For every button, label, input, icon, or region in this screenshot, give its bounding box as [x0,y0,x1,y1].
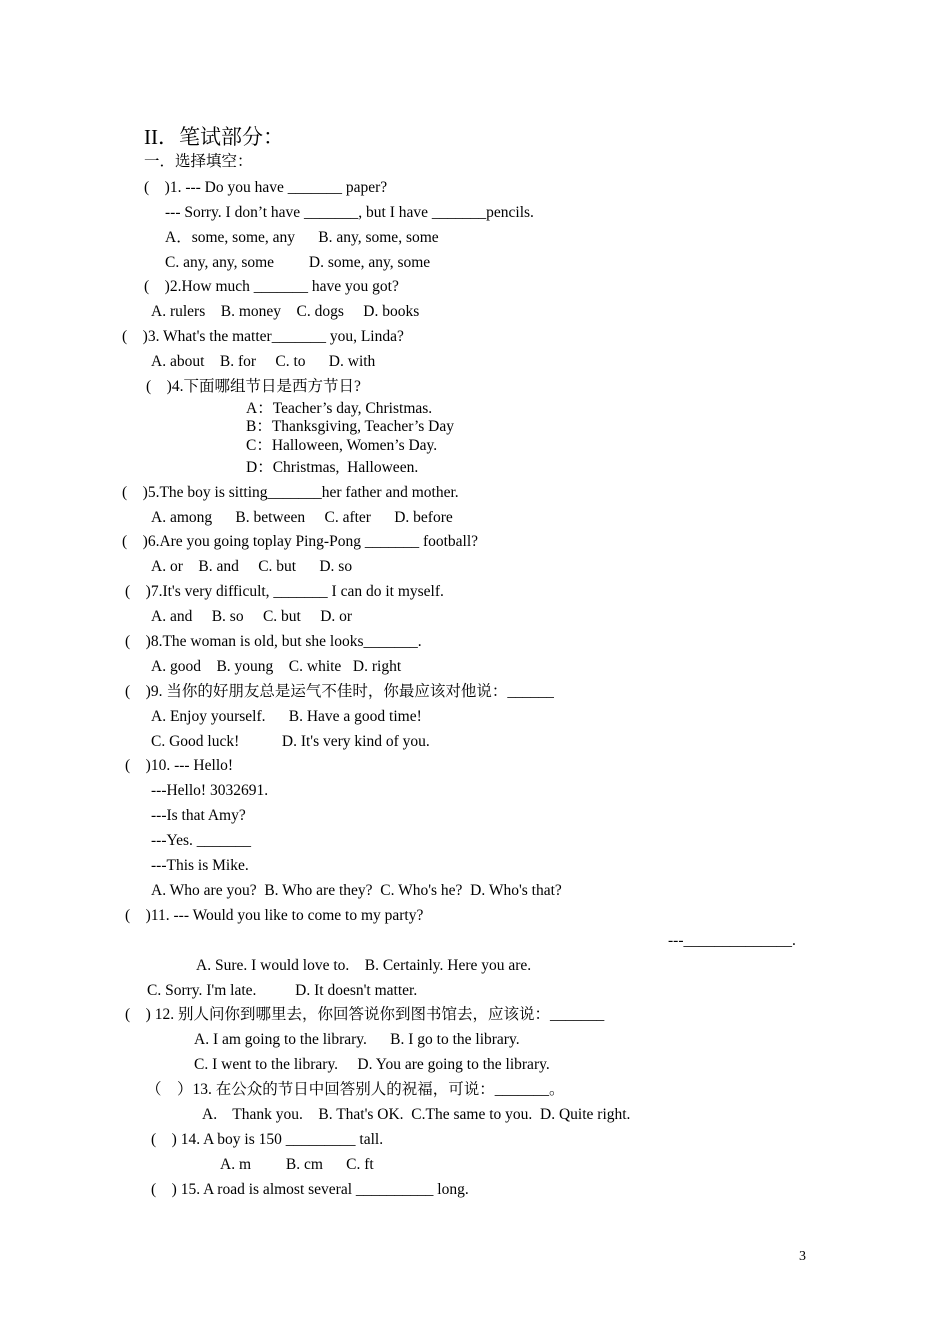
subsection-title: 一．选择填空： [144,153,253,170]
question-5-options: A. among B. between C. after D. before [151,509,453,526]
question-5: ( )5.The boy is sitting_______her father and mother. [122,484,459,501]
question-8: ( )8.The woman is old, but she looks_______. [125,633,422,650]
question-10-dialogue-4: ---This is Mike. [151,857,249,874]
question-15: ( ) 15. A road is almost several __________ long. [151,1181,469,1198]
question-11-options-cd: C. Sorry. I'm late. D. It doesn't matter. [147,982,418,999]
question-1: ( )1. --- Do you have _______ paper? [144,179,388,196]
question-14: ( ) 14. A boy is 150 _________ tall. [151,1131,384,1148]
question-9-options-ab: A. Enjoy yourself. B. Have a good time! [151,708,422,725]
question-1-dialogue: --- Sorry. I don’t have _______, but I have _______pencils. [165,204,534,221]
question-13: （ ）13. 在公众的节日中回答别人的祝福，可说：_______。 [146,1081,565,1098]
question-10-dialogue-3: ---Yes. _______ [151,832,252,849]
question-8-options: A. good B. young C. white D. right [151,658,402,675]
question-4-option-d: D：Christmas, Halloween. [246,459,419,476]
question-4: ( )4.下面哪组节日是西方节日? [146,378,361,395]
question-14-options: A. m B. cm C. ft [220,1156,374,1173]
question-2-options: A. rulers B. money C. dogs D. books [151,303,420,320]
question-11-options-ab: A. Sure. I would love to. B. Certainly. Here you are. [196,957,532,974]
question-9-options-cd: C. Good luck! D. It's very kind of you. [151,733,430,750]
question-12-options-cd: C. I went to the library. D. You are going to the library. [194,1056,550,1073]
question-1-options-cd: C. any, any, some D. some, any, some [165,254,431,271]
question-6-options: A. or B. and C. but D. so [151,558,353,575]
page-number: 3 [799,1249,806,1264]
question-10: ( )10. --- Hello! [125,757,234,774]
question-13-options: A. Thank you. B. That's OK. C.The same to you. D. Quite right. [202,1106,631,1123]
question-10-dialogue-2: ---Is that Amy? [151,807,246,824]
question-3-options: A. about B. for C. to D. with [151,353,376,370]
question-11-answer-blank: ---______________. [668,932,796,949]
question-3: ( )3. What's the matter_______ you, Linda? [122,328,404,345]
question-1-options-ab: A．some, some, any B. any, some, some [165,229,439,246]
question-4-option-b: B：Thanksgiving, Teacher’s Day [246,418,454,435]
question-12: ( ) 12. 别人问你到哪里去，你回答说你到图书馆去，应该说：_______ [125,1006,605,1023]
question-4-option-c: C：Halloween, Women’s Day. [246,437,438,454]
section-title: II．笔试部分： [144,125,284,149]
question-10-dialogue-1: ---Hello! 3032691. [151,782,269,799]
question-11: ( )11. --- Would you like to come to my party? [125,907,424,924]
question-6: ( )6.Are you going toplay Ping-Pong _______ football? [122,533,479,550]
question-10-options: A. Who are you? B. Who are they? C. Who's he? D. Who's that? [151,882,562,899]
question-2: ( )2.How much _______ have you got? [144,278,399,295]
question-12-options-ab: A. I am going to the library. B. I go to the library. [194,1031,520,1048]
question-7-options: A. and B. so C. but D. or [151,608,353,625]
question-4-option-a: A：Teacher’s day, Christmas. [246,400,433,417]
question-9: ( )9. 当你的好朋友总是运气不佳时，你最应该对他说：______ [125,683,554,700]
question-7: ( )7.It's very difficult, _______ I can do it myself. [125,583,444,600]
